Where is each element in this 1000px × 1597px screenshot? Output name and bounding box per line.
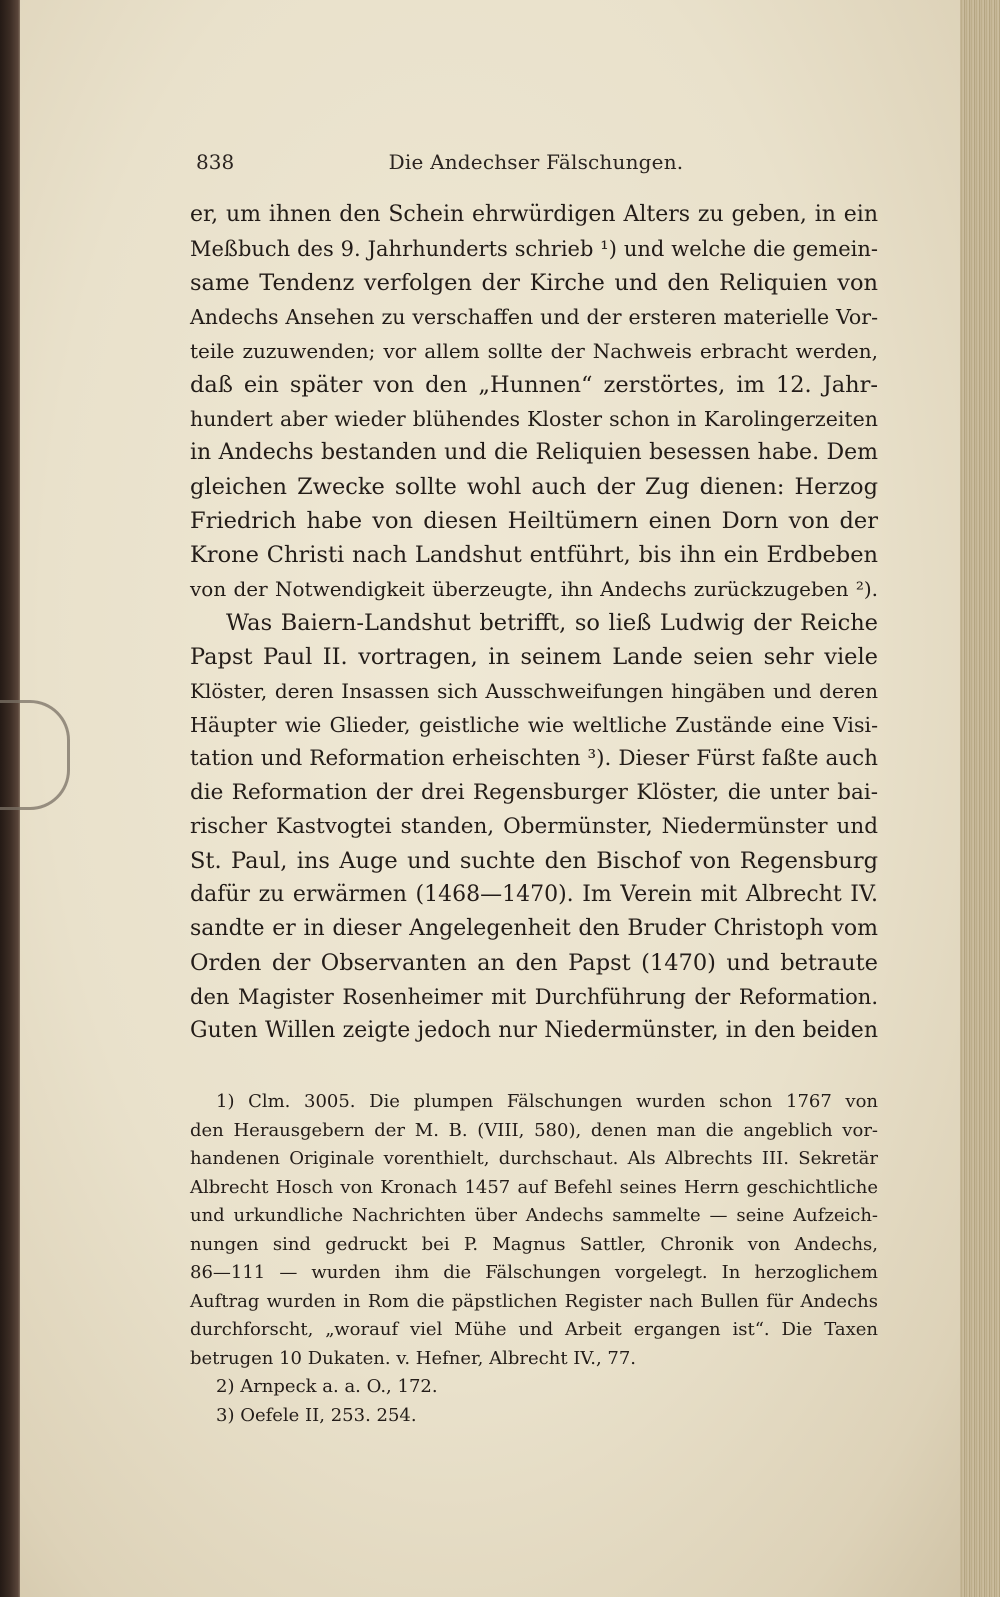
footnote-line: Auftrag wurden in Rom die päpstlichen Register nach Bullen für Andechs [190, 1290, 878, 1312]
text-line: Papst Paul II. vortragen, in seinem Lande seien sehr viele [190, 644, 878, 670]
page-number: 838 [196, 150, 235, 174]
footnote-line: handenen Originale vorenthielt, durchschaut. Als Albrechts III. Sekretär [190, 1148, 878, 1169]
text-line: Guten Willen zeigte jedoch nur Niedermünster, in den beiden [190, 1018, 878, 1043]
footnote-line: 3) Oefele II, 253. 254. [216, 1404, 417, 1426]
page-edge-stack [960, 0, 1000, 1597]
text-line: von der Notwendigkeit überzeugte, ihn Andechs zurückzugeben ²). [190, 577, 878, 601]
footnotes [190, 1088, 878, 1430]
text-line: dafür zu erwärmen (1468—1470). Im Verein mit Albrecht IV. [190, 882, 878, 907]
text-line: in Andechs bestanden und die Reliquien besessen habe. Dem [190, 440, 878, 465]
text-line: Friedrich habe von diesen Heiltümern einen Dorn von der [190, 508, 878, 534]
text-line: St. Paul, ins Auge und suchte den Bischof von Regensburg [190, 848, 878, 874]
text-line: teile zuzuwenden; vor allem sollte der Nachweis erbracht werden, [190, 339, 878, 363]
text-line: same Tendenz verfolgen der Kirche und den Reliquien von [190, 270, 878, 296]
page-header [196, 150, 876, 180]
footnote-line: und urkundliche Nachrichten über Andechs sammelte — seine Aufzeich- [190, 1205, 878, 1226]
text-line: er, um ihnen den Schein ehrwürdigen Alters zu geben, in ein [190, 202, 878, 227]
footnote-line: 86—111 — wurden ihm die Fälschungen vorgelegt. In herzoglichem [190, 1262, 878, 1283]
footnote-line: nungen sind gedruckt bei P. Magnus Sattler, Chronik von Andechs, [190, 1233, 878, 1255]
text-line: Meßbuch des 9. Jahrhunderts schrieb ¹) und welche die gemein- [190, 237, 878, 261]
text-line: Krone Christi nach Landshut entführt, bis ihn ein Erdbeben [190, 542, 878, 568]
footnote-line: 2) Arnpeck a. a. O., 172. [216, 1376, 438, 1397]
text-line: hundert aber wieder blühendes Kloster schon in Karolingerzeiten [190, 407, 878, 431]
footnote-line: betrugen 10 Dukaten. v. Hefner, Albrecht IV., 77. [190, 1347, 637, 1369]
book-page [20, 0, 975, 1597]
text-line: Orden der Observanten an den Papst (1470) und betraute [190, 950, 878, 976]
text-line: rischer Kastvogtei standen, Obermünster, Niedermünster und [190, 814, 878, 839]
text-line: daß ein später von den „Hunnen“ zerstörtes, im 12. Jahr- [190, 372, 878, 398]
footnote-line: den Herausgebern der M. B. (VIII, 580), denen man die angeblich vor- [190, 1119, 878, 1141]
running-title: Die Andechser Fälschungen. [388, 150, 684, 174]
text-line: den Magister Rosenheimer mit Durchführung der Reformation. [190, 985, 878, 1009]
text-line: Häupter wie Glieder, geistliche wie weltliche Zustände eine Visi- [190, 713, 878, 737]
text-line: Andechs Ansehen zu verschaffen und der ersteren materielle Vor- [190, 305, 878, 329]
text-line: Was Baiern-Landshut betrifft, so ließ Ludwig der Reiche [226, 610, 878, 636]
footnote-line: Albrecht Hosch von Kronach 1457 auf Befehl seines Herrn geschichtliche [190, 1176, 878, 1198]
text-line: sandte er in dieser Angelegenheit den Bruder Christoph vom [190, 916, 878, 941]
text-line: die Reformation der drei Regensburger Klöster, die unter bai- [190, 780, 878, 805]
text-line: tation und Reformation erheischten ³). Dieser Fürst faßte auch [190, 746, 878, 771]
text-line: Klöster, deren Insassen sich Ausschweifungen hingäben und deren [190, 679, 878, 703]
main-text [190, 198, 878, 1048]
footnote-line: 1) Clm. 3005. Die plumpen Fälschungen wurden schon 1767 von [216, 1091, 878, 1112]
book-clasp [0, 700, 70, 810]
footnote-line: durchforscht, „worauf viel Mühe und Arbeit ergangen ist“. Die Taxen [190, 1319, 878, 1340]
text-line: gleichen Zwecke sollte wohl auch der Zug dienen: Herzog [190, 474, 878, 500]
